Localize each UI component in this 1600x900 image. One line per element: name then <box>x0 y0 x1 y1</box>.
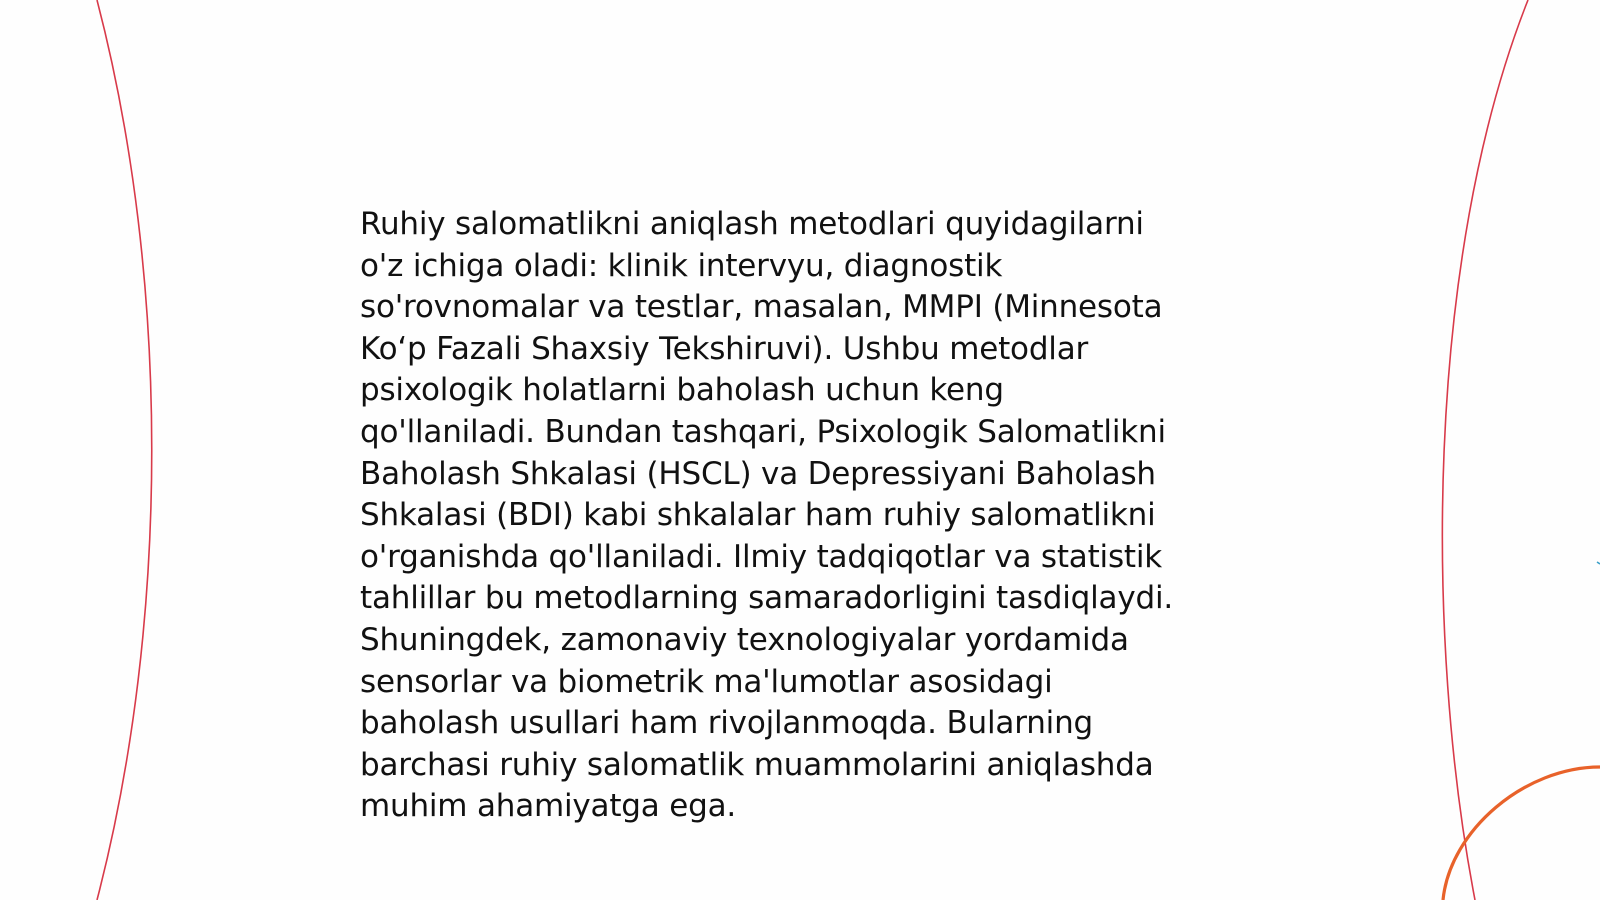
orange-circle-arc <box>1443 767 1600 900</box>
left-arc <box>97 0 152 900</box>
right-arc <box>1442 0 1528 900</box>
body-text: Ruhiy salomatlikni aniqlash metodlari quyidagilarni o'z ichiga oladi: klinik intervyu, diagnostik so'rovnomalar va testlar, masalan, MMPI (Minnesota Ko‘p Fazali Shaxsiy Tekshiruvi). Ushbu metodlar psixologik holatlarni baholash uchun keng qo'llaniladi. Bundan tashqari, Psixologik Salomatlikni Baholash Shkalasi (HSCL) va Depressiyani Baholash Shkalasi (BDI) kabi shkalalar ham ruhiy salomatlikni o'rganishda qo'llaniladi. Ilmiy tadqiqotlar va statistik tahlillar bu metodlarning samaradorligini tasdiqlaydi. Shuningdek, zamonaviy texnologiyalar yordamida sensorlar va biometrik ma'lumotlar asosidagi baholash usullari ham rivojlanmoqda. Bularning barchasi ruhiy salomatlik muammolarini aniqlashda muhim ahamiyatga ega. <box>360 206 1174 825</box>
